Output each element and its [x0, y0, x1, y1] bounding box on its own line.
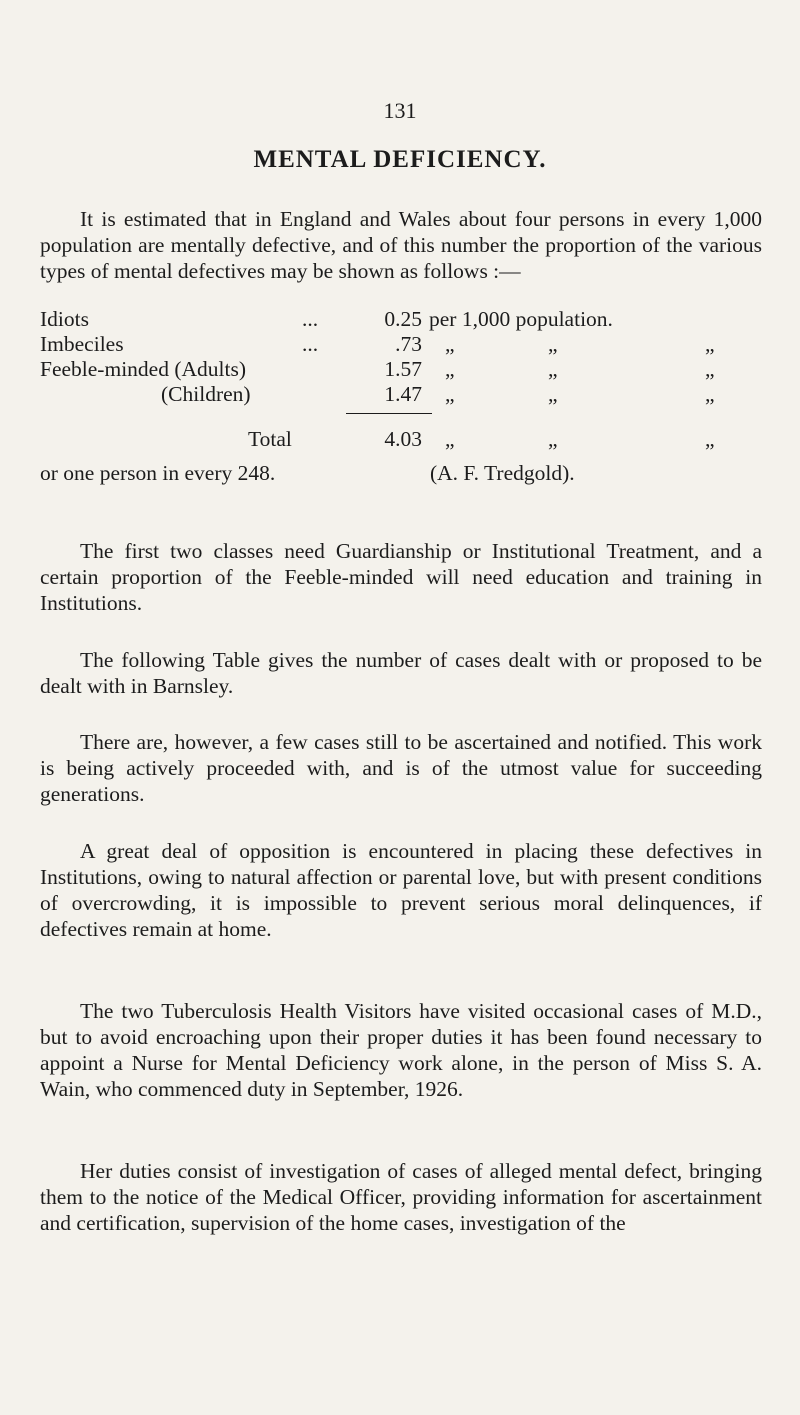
ditto-mark: „ — [705, 427, 715, 451]
body-paragraph: A great deal of opposition is encountered in placing these defectives in Institutions, owing to natural affection or parental love, but with present conditions of overcrowding, it is impossible to prevent serious moral delinquences, if defectives remain at home. — [40, 839, 762, 941]
attribution-line — [40, 460, 762, 486]
ditto-mark: „ — [445, 427, 455, 451]
attribution-source: (A. F. Tredgold). — [430, 461, 575, 485]
body-paragraph: Her duties consist of investigation of cases of alleged mental defect, bringing them to the notice of the Medical Officer, providing information for ascertainment and certification, supervision of the home cases, investigation of the — [40, 1159, 762, 1235]
row-value: 0.25 — [384, 307, 422, 331]
ditto-mark: „ — [445, 332, 455, 356]
table-row-imbeciles — [40, 332, 762, 357]
total-rule — [346, 413, 432, 414]
body-paragraph: The two Tuberculosis Health Visitors have visited occasional cases of M.D., but to avoid encroaching upon their proper duties it has been found necessary to appoint a Nurse for Mental Deficiency work alone, in the person of Miss S. A. Wain, who commenced duty in September, 1926. — [40, 999, 762, 1101]
row-value: .73 — [395, 332, 422, 356]
ditto-mark: „ — [705, 357, 715, 381]
row-value: 1.47 — [384, 382, 422, 406]
proportion-table — [40, 307, 762, 451]
section-heading: MENTAL DEFICIENCY. — [253, 146, 547, 173]
row-label: Idiots — [40, 307, 89, 331]
body-paragraph: The following Table gives the number of cases dealt with or proposed to be dealt with in Barnsley. — [40, 648, 762, 698]
intro-paragraph: It is estimated that in England and Wales about four persons in every 1,000 population are mentally defective, and of this number the proportion of the various types of mental defectives may be shown as follows :— — [40, 207, 762, 283]
table-row-feeble-minded-children — [40, 382, 762, 407]
ditto-mark: „ — [548, 382, 558, 406]
attribution-text: or one person in every 248. — [40, 461, 276, 485]
total-label: Total — [248, 427, 292, 451]
ditto-mark: „ — [445, 382, 455, 406]
total-value: 4.03 — [384, 427, 422, 451]
ditto-mark: „ — [445, 357, 455, 381]
row-value: 1.57 — [384, 357, 422, 381]
table-row-idiots — [40, 307, 762, 332]
ditto-mark: „ — [705, 382, 715, 406]
ditto-mark: „ — [548, 357, 558, 381]
row-label: Feeble-minded (Adults) — [40, 357, 246, 381]
ditto-mark: „ — [705, 332, 715, 356]
body-paragraph: The first two classes need Guardianship or Institutional Treatment, and a certain proportion of the Feeble-minded will need education and training in Institutions. — [40, 539, 762, 615]
page-number: 131 — [383, 98, 417, 123]
body-paragraph: There are, however, a few cases still to be ascertained and notified. This work is being actively proceeded with, and is of the utmost value for succeeding generations. — [40, 730, 762, 806]
row-dots: ... — [302, 307, 319, 331]
row-dots: ... — [302, 332, 319, 356]
row-unit: per 1,000 population. — [429, 307, 613, 331]
ditto-mark: „ — [548, 332, 558, 356]
row-label: (Children) — [161, 382, 251, 406]
ditto-mark: „ — [548, 427, 558, 451]
row-label: Imbeciles — [40, 332, 124, 356]
table-row-feeble-minded-adults — [40, 357, 762, 382]
table-row-total — [40, 427, 762, 452]
